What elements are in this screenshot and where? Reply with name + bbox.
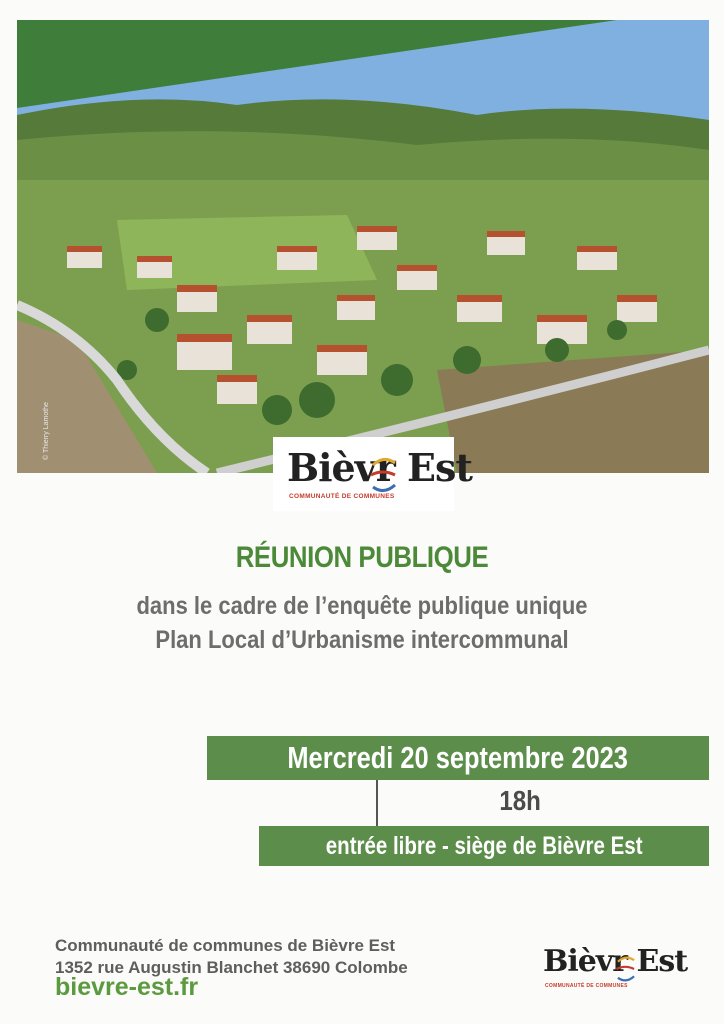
event-date-banner (207, 736, 709, 780)
event-date: Mercredi 20 septembre 2023 (287, 740, 629, 775)
page-title: RÉUNION PUBLIQUE (235, 541, 489, 574)
photo-credit: © Thierry Lamothe (43, 402, 50, 460)
logo-tagline: COMMUNAUTÉ DE COMMUNES (289, 493, 395, 500)
village-illustration (17, 20, 709, 473)
footer-logo (543, 944, 688, 994)
subtitle-line-2: Plan Local d’Urbanisme intercommunal (155, 626, 569, 654)
footer-logo-wordmark: Bièvr Est (543, 944, 688, 979)
subtitle-line-1: dans le cadre de l’enquête publique unique (136, 592, 588, 620)
aerial-photo (17, 20, 709, 473)
footer-org: Communauté de communes de Bièvre Est (55, 936, 396, 955)
event-place-banner (259, 826, 709, 866)
event-place: entrée libre - siège de Bièvre Est (325, 832, 643, 860)
logo-wordmark: Bièvr Est (287, 445, 472, 490)
footer-address: 1352 rue Augustin Blanchet 38690 Colombe (55, 958, 408, 977)
logo-swoosh-icon (369, 455, 399, 495)
event-time: 18h (499, 785, 541, 816)
event-time-block (420, 785, 620, 817)
footer-logo-swoosh-icon (615, 954, 637, 984)
footer-logo-tagline: COMMUNAUTÉ DE COMMUNES (545, 983, 628, 989)
divider-line (376, 780, 378, 826)
website-link[interactable]: bievre-est.fr (55, 973, 199, 1001)
bievre-est-logo (273, 437, 472, 511)
